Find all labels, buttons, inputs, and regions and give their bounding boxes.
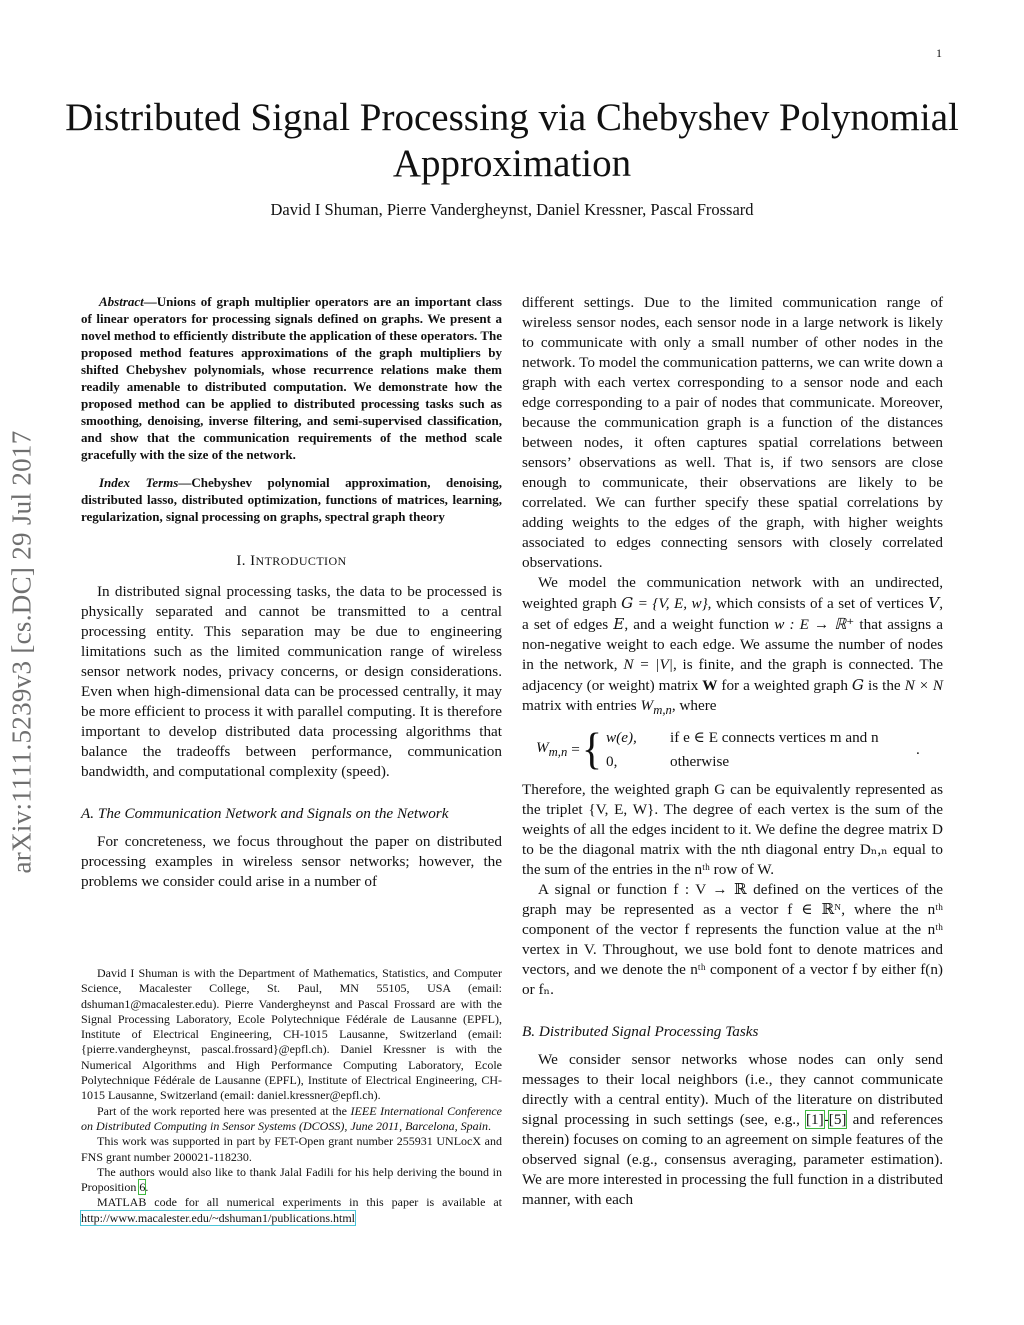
graph-model-text-c: , a set of edges <box>522 595 943 633</box>
left-column <box>81 293 502 892</box>
footnote-acknowledgment <box>81 1165 502 1196</box>
cases-brace: { <box>581 725 603 775</box>
footnote-conference-venue: IEEE International Conference on Distributed Computing in Sensor Systems (DCOSS), June 2011, Barcelona, Spain <box>81 1103 502 1133</box>
footnotes <box>81 966 502 1226</box>
graph-model-text-d: , and a weight function <box>624 616 775 633</box>
subsection-heading-b: B. Distributed Signal Processing Tasks <box>522 1023 759 1041</box>
subsection-a-paragraph-continued: different settings. Due to the limited communication range of wireless sensor nodes, each sensor node in a large network is likely to communicate with only a small number of other nodes in the network. To model the communication patterns, we can write down a graph with each vertex corresponding to a sensor node and each edge corresponding to a pair of nodes that communicate. Moreover, because the communication graph is a function of the distances between nodes, it often captures spatial correlations between sensors’ observations as well. That is, if two sensors are close enough to communicate, their observations are likely to be correlated. We can further specify these spatial correlations by adding weights to the edges of the graph, with higher weights associated to edges connecting sensors with closely correlated observations. <box>522 294 943 571</box>
subsection-b-text-b: and references therein) focuses on coming to an agreement on simple features of the observed signal (e.g., consensus averaging, parameter estimation). We are more interested in processing the full function in a distributed manner, with each <box>522 1111 943 1209</box>
intro-paragraph: In distributed signal processing tasks, the data to be processed is physically separated and cannot be transmitted to a central processing entity. This separation may be due to engineering limitations such as the limited communication range of wireless sensor network nodes, privacy concerns, or design considerations. Even when high-dimensional data can be processed centrally, it may be more efficient to process it with parallel computing. It is therefore important to develop distributed data processing algorithms that balance the tradeoffs between performance, communication bandwidth, and computational complexity (speed). <box>81 583 502 780</box>
graph-model-text-f: , is finite, and the graph is connected. The adjacency (or weight) matrix <box>522 656 943 694</box>
graph-model-text-e: that assigns a non-negative weight to each edge. We assume the number of nodes in the network, <box>522 616 944 673</box>
weight-equation <box>536 725 943 775</box>
subsection-b-paragraph <box>522 1050 943 1210</box>
paper-title: Distributed Signal Processing via Chebyshev Polynomial Approximation <box>65 96 959 185</box>
adjacency-matrix-symbol: W <box>702 677 718 694</box>
section-heading-introduction <box>81 551 502 571</box>
index-terms-paragraph <box>81 474 502 525</box>
subsection-b-text-a: We consider sensor networks whose nodes can only send messages to their local neighbors (i.e., they cannot communicate directly with a central entity). Much of the literature on distributed signal processing in such settings (see, e.g., <box>522 1051 943 1129</box>
right-column <box>522 293 943 1210</box>
equation-lhs-subscript: m,n <box>548 745 568 760</box>
footnote-conference-end: . <box>487 1118 491 1133</box>
graph-model-text-g: for a weighted graph <box>717 677 852 694</box>
edge-set-symbol: E <box>613 615 625 633</box>
matrix-entry-symbol: W <box>640 697 654 714</box>
graph-model-text-b: , which consists of a set of vertices <box>707 595 929 612</box>
author-list: David I Shuman, Pierre Vandergheynst, Daniel Kressner, Pascal Frossard <box>270 200 754 219</box>
equation-cases <box>606 728 910 772</box>
node-count-symbol: N = |V| <box>623 656 673 673</box>
graph-model-text-h: is the <box>864 677 905 694</box>
graph-model-text-i: matrix with entries <box>522 697 641 714</box>
footnote-ack-end: . <box>145 1180 149 1195</box>
subsection-heading-a: A. The Communication Network and Signals on the Network <box>81 805 449 822</box>
signal-definition-paragraph: A signal or function f : V → ℝ defined on the vertices of the graph may be represented as a vector f ∈ ℝᴺ, where the nᵗʰ component of the vector f represents the function value at the nᵗʰ vertex in V. Throughout, we use bold font to denote matrices and vectors, and we denote the nᵗʰ component of a vector f by either f(n) or fₙ. <box>522 881 943 999</box>
section-title-rest: NTRODUCTION <box>255 554 347 568</box>
case-1-value: w(e), <box>606 729 637 747</box>
matrix-size-symbol: N × N <box>904 677 944 694</box>
citation-link-5[interactable]: [5] <box>828 1111 847 1129</box>
proposition-link[interactable]: 6 <box>139 1180 146 1195</box>
citation-link-1[interactable]: [1] <box>805 1111 824 1129</box>
vertex-set-symbol: V <box>928 594 940 612</box>
equation-lhs-symbol: W <box>536 739 549 757</box>
citation-range-dash: - <box>823 1111 829 1129</box>
page-number: 1 <box>936 46 942 60</box>
footnote-code-text: MATLAB code for all numerical experiments in this paper is available at <box>97 1195 502 1210</box>
subsection-a-paragraph-start: For concreteness, we focus throughout the paper on distributed processing examples in wireless sensor networks; however, the problems we consider could arise in a number of <box>81 833 502 890</box>
arxiv-stamp-text[interactable]: arXiv:1111.5239v3 [cs.DC] 29 Jul 2017 <box>6 430 37 874</box>
graph-model-text-a: We model the communication network with an undirected, weighted graph <box>522 574 943 612</box>
footnote-code <box>81 1195 502 1226</box>
case-2-condition: otherwise <box>670 753 730 771</box>
abstract-label: Abstract <box>99 294 144 309</box>
section-title-first: I <box>250 553 256 569</box>
equation-equals: = <box>571 741 580 759</box>
graph-triplet: = {V, E, w} <box>633 595 708 612</box>
graph-symbol-2: G <box>851 676 865 694</box>
abstract-paragraph <box>81 293 502 463</box>
index-terms-text: —Chebyshev polynomial approximation, denoising, distributed lasso, distributed optimization, functions of matrices, learning, regularization, signal processing on graphs, spectral graph theory <box>81 475 503 524</box>
graph-model-paragraph <box>522 573 943 720</box>
degree-matrix-paragraph: Therefore, the weighted graph G can be equivalently represented as the triplet {V, E, W}. The degree of each vertex is the sum of the weights of all the edges incident to it. We define the degree matrix D to be the diagonal matrix with the nth diagonal entry Dₙ,ₙ equal to the sum of the entries in the nᵗʰ row of W. <box>522 781 943 879</box>
case-2-value: 0, <box>606 753 618 771</box>
index-terms-label: Index Terms <box>99 475 179 490</box>
graph-model-text-j: , where <box>671 697 717 714</box>
section-number: I. <box>236 553 246 569</box>
footnote-funding: This work was supported in part by FET-Open grant number 255931 UNLocX and FNS grant number 200021-118230. <box>81 1134 502 1164</box>
footnote-affiliations: David I Shuman is with the Department of Mathematics, Statistics, and Computer Science, Macalester College, St. Paul, MN 55105, USA (email: dshuman1@macalester.edu). Pierre Vandergheynst and Pascal Frossard are with the Signal Processing Laboratory, Ecole Polytechnique Fédérale de Lausanne (EPFL), Institute of Electrical Engineering, CH-1015 Lausanne, Switzerland (email: {pierre.vandergheynst, pascal.frossard}@epfl.ch). Daniel Kressner is with the Numerical Algorithms and High Performance Computing Laboratory, Ecole Polytechnique Fédérale de Lausanne (EPFL), Institute of Electrical Engineering, CH-1015 Lausanne, Switzerland (email: daniel.kressner@epfl.ch). <box>81 966 502 1103</box>
abstract-block <box>81 293 502 525</box>
equation-lhs <box>536 738 567 762</box>
equation-period: . <box>916 741 920 759</box>
footnote-ack-text: The authors would also like to thank Jalal Fadili for his help deriving the bound in Proposition <box>81 1164 502 1195</box>
case-1-condition: if e ∈ E connects vertices m and n <box>670 729 879 747</box>
matrix-entry-subscript: m,n <box>653 703 672 718</box>
weight-function-symbol: w : E → ℝ⁺ <box>774 616 855 633</box>
abstract-text: —Unions of graph multiplier operators are an important class of linear operators for processing signals defined on graphs. We present a novel method to efficiently distribute the application of these operators. The proposed method features approximations of the graph multipliers by shifted Chebyshev polynomials, whose recurrence relations make them readily amenable to distributed computation. We demonstrate how the proposed method can be applied to distributed processing tasks such as smoothing, denoising, inverse filtering, and semi-supervised classification, and show that the communication requirements of the method scale gracefully with the size of the network. <box>81 294 502 462</box>
code-url-link[interactable]: http://www.macalester.edu/~dshuman1/publications.html <box>81 1210 356 1225</box>
arxiv-stamp <box>0 0 40 1325</box>
footnote-conference <box>81 1104 502 1135</box>
footnote-conference-lead: Part of the work reported here was presented at the <box>97 1103 351 1118</box>
graph-symbol: G <box>621 594 634 612</box>
